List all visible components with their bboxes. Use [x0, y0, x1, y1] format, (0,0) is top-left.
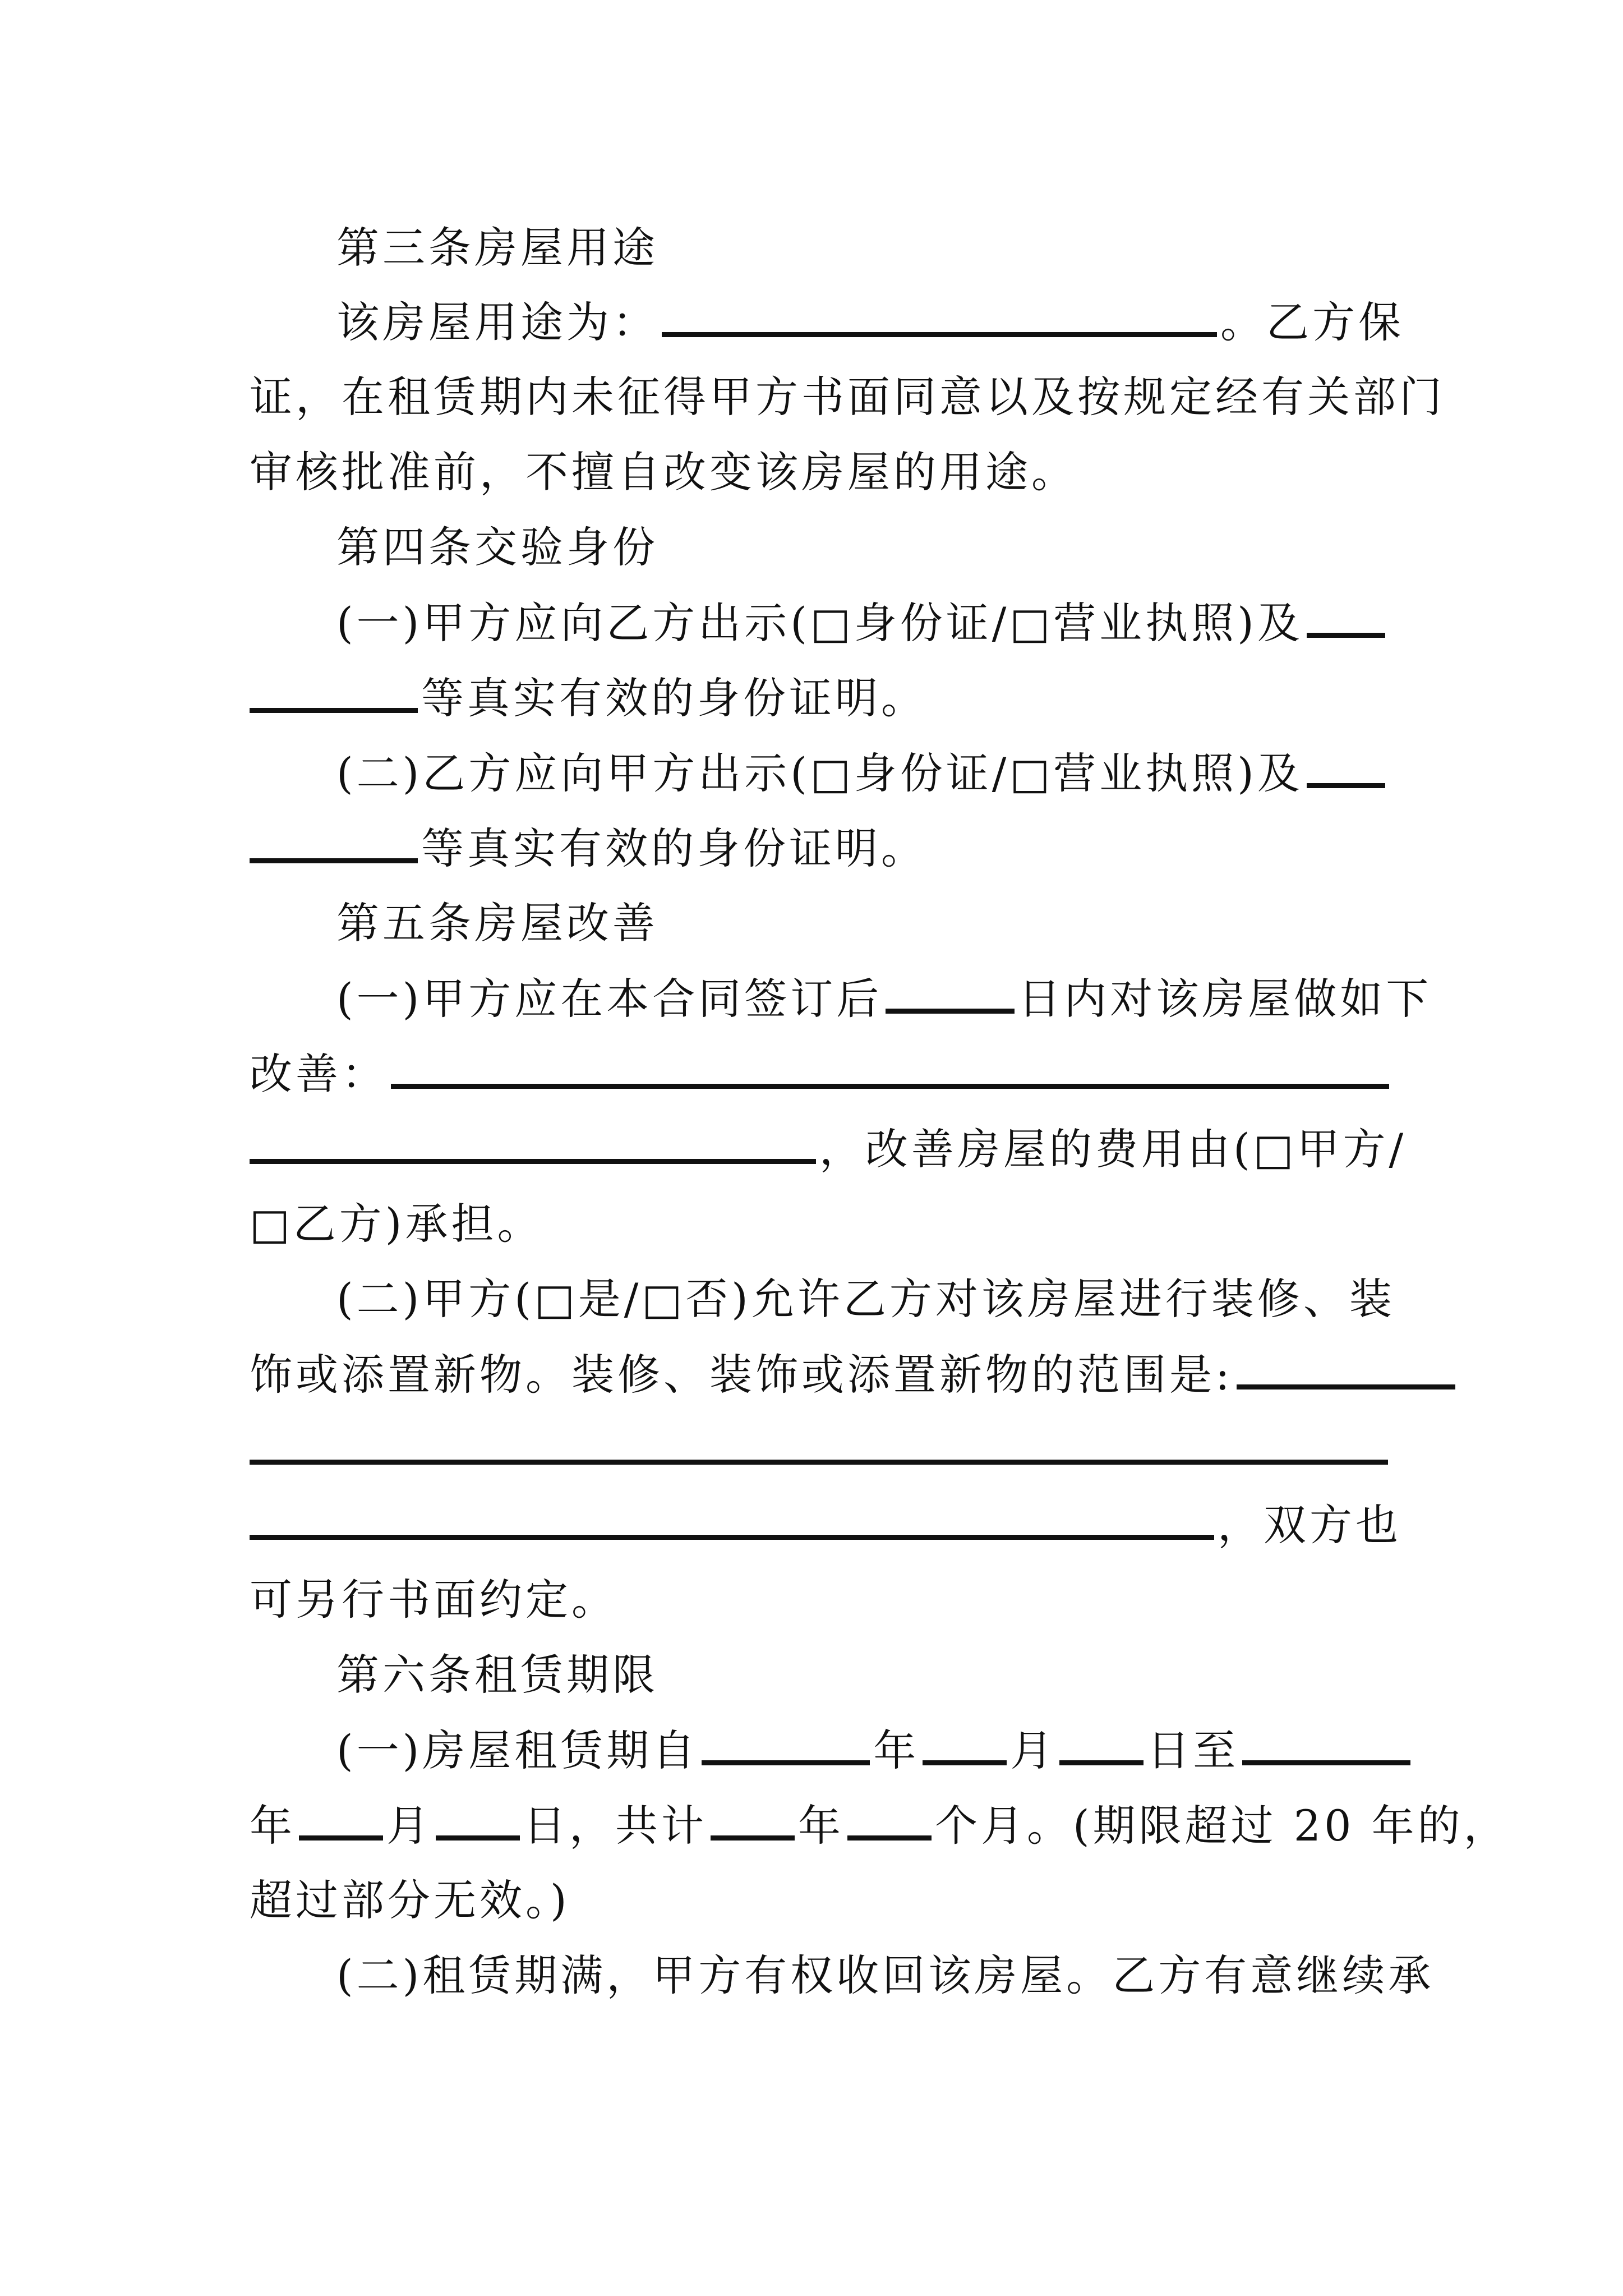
- start-year-blank[interactable]: [702, 1722, 870, 1765]
- end-day-blank[interactable]: [436, 1797, 520, 1841]
- party-a-id-blank-2[interactable]: [250, 670, 418, 713]
- text-segment: 日至: [1147, 1726, 1239, 1775]
- end-year-blank[interactable]: [1242, 1722, 1410, 1765]
- text-segment: 年: [873, 1726, 920, 1775]
- party-b-id-blank-1[interactable]: [1307, 745, 1385, 788]
- renovation-scope-blank-1[interactable]: [1237, 1346, 1455, 1389]
- article-3-line-3: 审核批准前，不擅自改变该房屋的用途。: [250, 447, 1077, 497]
- article-5-item-2-line-2: [250, 1346, 1459, 1403]
- start-month-blank[interactable]: [923, 1722, 1007, 1765]
- text-segment: (一)甲方应向乙方出示(□身份证/□营业执照)及: [336, 598, 1303, 648]
- text-segment: 个月。(期限超过 20 年的，: [935, 1801, 1510, 1851]
- party-a-id-blank-1[interactable]: [1307, 595, 1385, 638]
- article-5-item-2-line-4: [250, 1497, 1401, 1553]
- renovation-scope-blank-3[interactable]: [250, 1497, 1214, 1540]
- text-segment: (一)房屋租赁期自: [336, 1726, 699, 1775]
- end-month-blank[interactable]: [299, 1797, 383, 1841]
- article-5-item-1-line-3: [250, 1121, 1407, 1177]
- article-4-item-2-line-1: [336, 745, 1389, 802]
- purpose-blank[interactable]: [662, 294, 1217, 337]
- text-segment: ，改善房屋的费用由(□甲方/: [819, 1124, 1407, 1174]
- article-5-item-1-line-2: [250, 1046, 1393, 1102]
- article-4-item-2-line-2: [250, 820, 927, 877]
- text-segment: 年: [798, 1801, 844, 1851]
- article-5-item-2-line-5: 可另行书面约定。: [250, 1575, 617, 1625]
- article-6-item-1-line-3: 超过部分无效。): [250, 1875, 570, 1925]
- text-segment: 。乙方保: [1220, 297, 1404, 347]
- start-day-blank[interactable]: [1059, 1722, 1144, 1765]
- text-segment: 等真实有效的身份证明。: [421, 823, 927, 873]
- article-3-line-2: 证，在租赁期内未征得甲方书面同意以及按规定经有关部门: [250, 372, 1445, 422]
- improvement-blank-1[interactable]: [391, 1046, 1389, 1089]
- text-segment: ，双方也: [1218, 1500, 1401, 1550]
- article-4-heading: 第四条交验身份: [336, 522, 658, 572]
- text-segment: 日，共计: [523, 1801, 707, 1851]
- article-6-item-1-line-1: [336, 1722, 1414, 1779]
- text-segment: 改善：: [250, 1049, 388, 1099]
- party-b-id-blank-2[interactable]: [250, 820, 418, 863]
- article-3-line-1: [336, 294, 1404, 351]
- article-5-heading: 第五条房屋改善: [336, 898, 658, 948]
- article-4-item-1-line-1: [336, 595, 1389, 651]
- article-6-item-1-line-2: [250, 1797, 1510, 1854]
- article-5-item-1-line-4: □乙方)承担。: [250, 1199, 543, 1249]
- article-5-item-2-line-3: [250, 1421, 1391, 1478]
- article-6-heading: 第六条租赁期限: [336, 1650, 658, 1700]
- text-segment: 年: [250, 1801, 296, 1851]
- article-5-item-2-line-1: (二)甲方(□是/□否)允许乙方对该房屋进行装修、装: [336, 1274, 1395, 1324]
- days-blank[interactable]: [886, 970, 1015, 1014]
- improvement-blank-2[interactable]: [250, 1121, 816, 1164]
- article-6-item-2-line-1: (二)租赁期满，甲方有权收回该房屋。乙方有意继续承: [336, 1950, 1435, 2000]
- text-segment: 饰或添置新物。装修、装饰或添置新物的范围是:: [250, 1350, 1233, 1400]
- article-3-heading: 第三条房屋用途: [336, 223, 658, 273]
- text-segment: 等真实有效的身份证明。: [421, 673, 927, 723]
- text-segment: 日内对该房屋做如下: [1018, 974, 1432, 1024]
- text-segment: 月: [1010, 1726, 1057, 1775]
- total-months-blank[interactable]: [847, 1797, 932, 1841]
- text-segment: 该房屋用途为：: [336, 297, 658, 347]
- text-segment: (一)甲方应在本合同签订后: [336, 974, 883, 1024]
- article-5-item-1-line-1: [336, 970, 1432, 1027]
- renovation-scope-blank-2[interactable]: [250, 1421, 1388, 1465]
- total-years-blank[interactable]: [711, 1797, 795, 1841]
- article-4-item-1-line-2: [250, 670, 927, 726]
- text-segment: 月: [386, 1801, 432, 1851]
- text-segment: (二)乙方应向甲方出示(□身份证/□营业执照)及: [336, 748, 1303, 798]
